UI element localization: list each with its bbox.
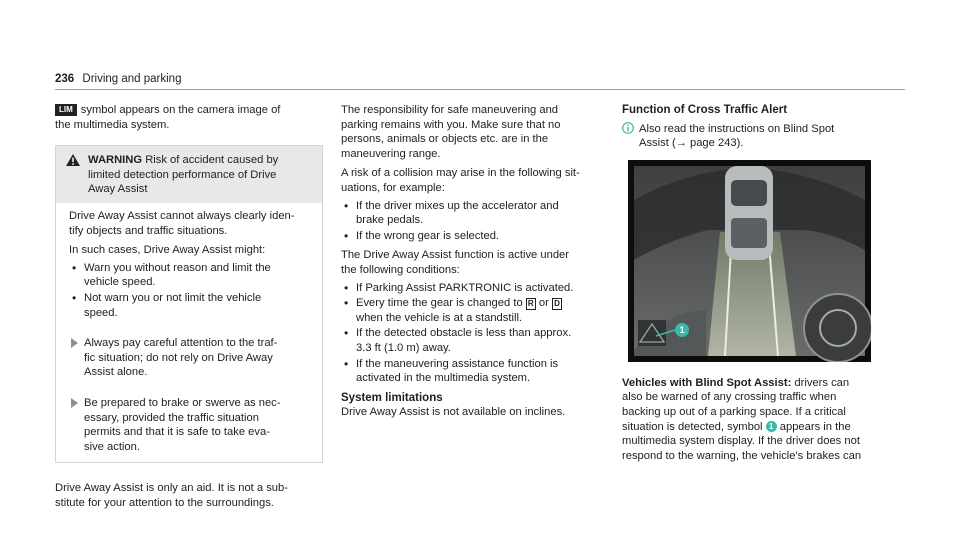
warning-triangle-icon [66, 153, 88, 197]
outro-text: Drive Away Assist is only an aid. It is not a sub- stitute for your attention to the surroundings. [55, 482, 288, 509]
page-header [55, 73, 181, 85]
blind-spot-paragraph: Vehicles with Blind Spot Assist: drivers can also be warned of any crossing traffic when backing up out of a parking space. If a critical situation is detected, symbol 1 appears in the multimedia system display. If the driver does not respond to the warning, the vehicle's brakes can [622, 376, 862, 462]
step-arrow-icon [71, 398, 78, 408]
info-icon [622, 122, 639, 151]
instruction-step: Always pay careful attention to the traf- fic situation; do not rely on Drive Away Assist alone. [69, 336, 314, 380]
list-item: • If Parking Assist PARKTRONIC is activated. [341, 281, 603, 296]
camera-image-figure [628, 160, 871, 362]
section-heading: Function of Cross Traffic Alert [622, 104, 788, 116]
paragraph: The Drive Away Assist function is active under the following conditions: [341, 249, 569, 276]
paragraph: A risk of a collision may arise in the following sit- uations, for example: [341, 167, 580, 194]
page-number: 236 [55, 73, 75, 85]
warning-title: WARNING Risk of accident caused by limited detection performance of Drive Away Assist [88, 154, 279, 196]
warning-box [55, 145, 323, 463]
list-item: • Not warn you or not limit the vehicle speed. [69, 291, 314, 320]
condition-list [341, 281, 603, 386]
list-item: • If the maneuvering assistance function is activated in the multimedia system. [341, 357, 603, 386]
list-item: • If the detected obstacle is less than approx. 3.3 ft (1.0 m) away. [341, 326, 603, 355]
warning-header [56, 146, 322, 203]
gear-d-key-icon: D [552, 298, 562, 310]
list-item: • If the wrong gear is selected. [341, 229, 603, 244]
header-rule [55, 89, 905, 90]
column-2 [341, 103, 603, 420]
instruction-step: Be prepared to brake or swerve as nec- essary, provided the traffic situation permits and that it is safe to take eva- sive action. [69, 396, 314, 454]
system-limitations-heading: System limitations [341, 391, 443, 404]
list-item: • Warn you without reason and limit the vehicle speed. [69, 261, 314, 290]
situation-list [341, 199, 603, 244]
column-3 [622, 103, 892, 463]
callout-1-icon: 1 [766, 421, 777, 432]
rear-camera-view-illustration [628, 160, 871, 362]
lim-symbol-badge: LIM [55, 104, 77, 116]
gear-r-key-icon: R [526, 298, 536, 310]
system-limitations-text: Drive Away Assist is not available on inclines. [341, 406, 566, 419]
column-1 [55, 103, 323, 510]
intro-text: LIM symbol appears on the camera image of the multimedia system. [55, 104, 281, 131]
warning-body: Drive Away Assist cannot always clearly iden- tify objects and traffic situations. In such cases, Drive Away Assist might: • Warn you without reason and limit the vehicle speed. • Not warn you or not limit the vehicle speed. Always pay careful attention to the traf- fic situation; do not rely on Drive Away Assist alone. Be prepared to brake or swerve as nec- essary, provided the traffic situation permits and that it is safe to take eva- sive action. [56, 203, 322, 462]
list-item: • Every time the gear is changed to R or D when the vehicle is at a standstill. [341, 296, 603, 325]
info-note: Also read the instructions on Blind Spot Assist (→ page 243). [622, 122, 892, 151]
warning-list [69, 261, 314, 320]
step-arrow-icon [71, 338, 78, 348]
list-item: • If the driver mixes up the accelerator and brake pedals. [341, 199, 603, 228]
chapter-title: Driving and parking [82, 73, 182, 85]
paragraph: The responsibility for safe maneuvering and parking remains with you. Make sure that no persons, animals or objects etc. are in the maneuvering range. [341, 104, 561, 160]
figure-callout-1: 1 [675, 323, 689, 337]
